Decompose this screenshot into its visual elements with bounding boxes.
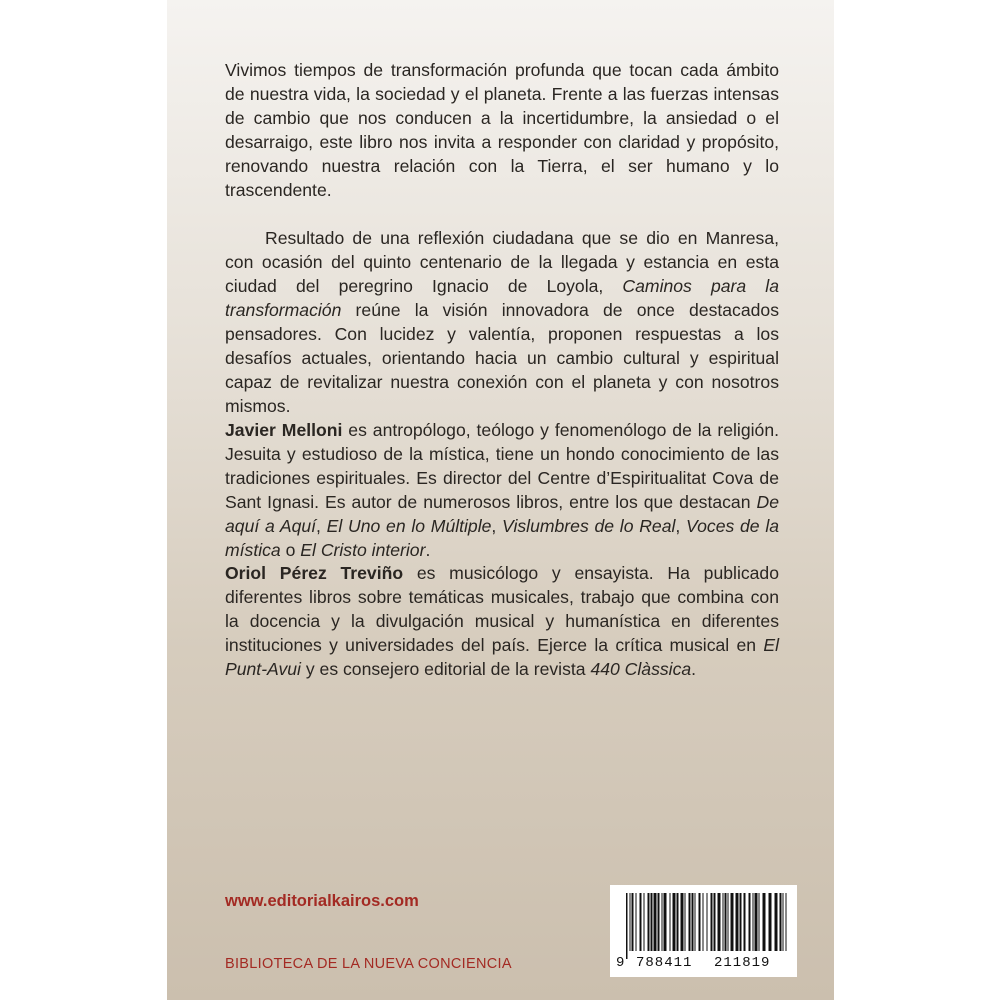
author-bio-text: es antropólogo, teólogo y fenomenólogo de la religión. Jesuita y estudioso de la mística, tiene un hondo conocimiento de las tradiciones espirituales. Es director del Centre d’Espiritualitat Cova de Sant Ignasi. Es autor de numerosos libros, entre los que destacan [225,420,779,512]
description-text-2b: reúne la visión innovadora de once destacados pensadores. Con lucidez y valentía, proponen respuestas a los desafíos actuales, orientando hacia un cambio cultural y espiritual capaz de revitalizar nuestra conexión con el planeta y con nosotros mismos. [225,300,779,416]
author-name-perez: Oriol Pérez Treviño [225,563,404,583]
isbn-first-digit: 9 [616,955,625,971]
book-title: De aquí a Aquí [225,492,779,536]
description-text-1: Vivimos tiempos de transformación profunda que tocan cada ámbito de nuestra vida, la sociedad y el planeta. Frente a las fuerzas intensas de cambio que nos conducen a la incertidumbre, la ansiedad o el desarraigo, este libro nos invita a responder con claridad y propósito, renovando nuestra relación con la Tierra, el ser humano y lo trascendente. [225,60,779,200]
isbn-group-2: 211819 [714,955,771,971]
author-bio-text: y es consejero editorial de la revista [300,659,591,679]
book-title: Voces de la mística [225,516,780,560]
isbn-digits [616,955,792,975]
author-bio-melloni: Javier Melloni es antropólogo, teólogo y fenomenólogo de la religión. Jesuita y estudioso de la mística, tiene un hondo conocimiento de las tradiciones espirituales. Es director del Centre d’Espiritualitat Cova de Sant Ignasi. Es autor de numerosos libros, entre los que destacan De aquí a Aquí, El Uno en lo Múltiple, Vislumbres de lo Real, Voces de la mística o El Cristo interior. [225,420,780,560]
publication-title: El Punt-Avui [225,635,779,679]
series-name: BIBLIOTECA DE LA NUEVA CONCIENCIA [225,956,512,972]
book-title: Caminos para la transformación [225,276,779,320]
back-cover [167,0,834,1000]
isbn-barcode [610,885,797,977]
author-name-melloni: Javier Melloni [225,420,343,440]
description-paragraph-1 [225,58,779,202]
publication-title: 440 Clàssica [590,659,692,679]
isbn-group-1: 788411 [636,955,693,971]
book-title: Vislumbres de lo Real [502,516,676,536]
publisher-url[interactable]: www.editorialkairos.com [225,892,419,910]
author-bio-text: es musicólogo y ensayista. Ha publicado diferentes libros sobre temáticas musicales, trabajo que combina con la docencia y la divulgación musical y humanística en diferentes instituciones y universidades del país. Ejerce la crítica musical en [225,563,780,655]
description-paragraph-2 [225,226,779,418]
book-title: El Uno en lo Múltiple [326,516,492,536]
description-text-2a: Resultado de una reflexión ciudadana que se dio en Manresa, con ocasión del quinto centenario de la llegada y estancia en esta ciudad del peregrino Ignacio de Loyola, [225,228,779,296]
author-bio-perez: Oriol Pérez Treviño es musicólogo y ensayista. Ha publicado diferentes libros sobre temáticas musicales, trabajo que combina con la docencia y la divulgación musical y humanística en diferentes instituciones y universidades del país. Ejerce la crítica musical en El Punt-Avui y es consejero editorial de la revista 440 Clàssica. [225,563,780,679]
book-title: El Cristo interior [300,540,426,560]
